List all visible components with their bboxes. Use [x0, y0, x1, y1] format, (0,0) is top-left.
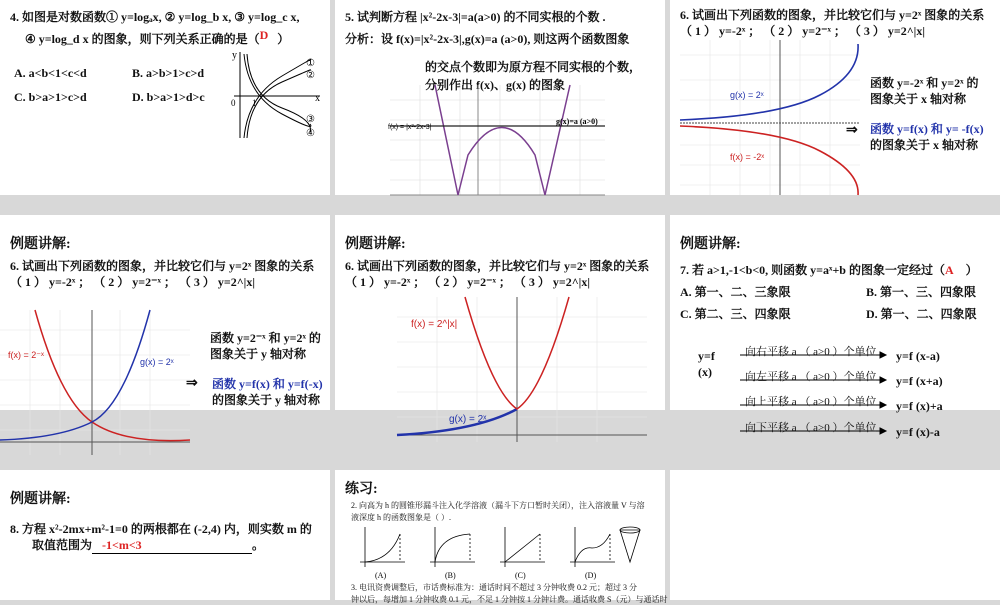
base-function: y=f — [698, 349, 715, 363]
slide-abs-exponent[interactable] — [335, 215, 665, 425]
question-6-line1: 6. 试画出下列函数的图象，并比较它们与 y=2ˣ 图象的关系 — [345, 259, 650, 273]
f-label: f(x) = |x²-2x-3| — [388, 124, 432, 131]
origin-label: 0 — [231, 98, 236, 108]
question-6-line2: （ 1 ） y=-2ˣ ； （ 2 ） y=2⁻ˣ ； （ 3 ） y=2^|x| — [345, 275, 590, 289]
slide-quadratic-roots[interactable] — [0, 470, 330, 600]
option-c: C. 第二、三、四象限 — [680, 307, 791, 321]
note-2: 图象关于 x 轴对称 — [870, 92, 967, 106]
analysis-line2: 的交点个数即为原方程不同实根的个数， — [425, 60, 642, 74]
f-label: f(x) = 2⁻ˣ — [8, 350, 44, 360]
question-8-line2: 取值范围为 -1<m<3 。 — [32, 538, 265, 552]
shift-up-result: y=f (x)+a — [896, 399, 943, 413]
option-d-label: (D) — [585, 571, 597, 580]
axis-y-label: y — [232, 50, 237, 61]
slide-log-functions[interactable] — [0, 0, 330, 195]
slide-practice[interactable] — [335, 470, 668, 604]
q2-line1: 2. 向高为 h 的圆锥形漏斗注入化学溶液（漏斗下方口暂时关闭），注入溶液量 V 与溶 — [351, 501, 645, 510]
option-d: D. 第一、二、四象限 — [866, 307, 977, 321]
abs-graph — [380, 80, 610, 195]
note-2: 图象关于 y 轴对称 — [210, 347, 307, 361]
slide-translation[interactable] — [670, 215, 1000, 439]
note-3: 函数 y=f(x) 和 y=f(-x) — [212, 377, 323, 391]
implies-arrow: ⇒ — [846, 123, 858, 138]
option-c-label: (C) — [515, 571, 526, 580]
note-3: 函数 y=f(x) 和 y= -f(x) — [870, 122, 984, 136]
f-label: f(x) = -2ˣ — [730, 152, 765, 162]
answer-blank: -1<m<3 — [92, 538, 252, 554]
slide-heading: 练习: — [345, 482, 378, 497]
option-b: B. a>b>1>c>d — [132, 66, 205, 80]
option-a: A. a<b<1<c<d — [14, 66, 87, 80]
option-c: C. b>a>1>c>d — [14, 90, 87, 104]
curve-label-1: ① — [306, 58, 315, 69]
q3-line2: 钟以后，每增加 1 分钟收费 0.1 元，不足 1 分钟按 1 分钟计费。通话收费 S（元）与通话时 — [351, 595, 668, 604]
slide-heading: 例题讲解: — [10, 492, 71, 507]
question-7: 7. 若 a>1,-1<b<0, 则函数 y=aˣ+b 的图象一定经过（A ） — [680, 263, 978, 277]
curve-label-4: ④ — [306, 128, 315, 139]
f-label: f(x) = 2^|x| — [411, 319, 458, 330]
g-label: g(x)=a (a>0) — [556, 117, 598, 126]
question-6-line2: （ 1 ） y=-2ˣ ； （ 2 ） y=2⁻ˣ ； （ 3 ） y=2^|x| — [10, 275, 255, 289]
option-b: B. 第一、三、四象限 — [866, 285, 977, 299]
g-label: g(x) = 2ˣ — [140, 357, 174, 367]
practice-graphs — [355, 522, 645, 582]
shift-left-text: 向左平移 a （ a>0 ）个单位 — [745, 371, 877, 383]
shift-right-result: y=f (x-a) — [896, 349, 940, 363]
question-8-line1: 8. 方程 x²-2mx+m²-1=0 的两根都在 (-2,4) 内，则实数 m 的 — [10, 522, 312, 536]
note-1: 函数 y=2⁻ˣ 和 y=2ˣ 的 — [210, 331, 321, 345]
log-graph — [222, 46, 327, 141]
slide-reflect-y[interactable] — [0, 215, 330, 410]
curve-label-2: ② — [306, 70, 315, 81]
slide-reflect-x[interactable] — [670, 0, 1000, 195]
slide-heading: 例题讲解: — [345, 237, 406, 252]
one-label: 1 — [252, 98, 257, 108]
question-6-line1: 6. 试画出下列函数的图象，并比较它们与 y=2ˣ 图象的关系 — [10, 259, 315, 273]
slide-abs-equation[interactable] — [335, 0, 665, 195]
note-1: 函数 y=-2ˣ 和 y=2ˣ 的 — [870, 76, 979, 90]
analysis-line3: 分别作出 f(x)、g(x) 的图象 — [425, 78, 565, 92]
question-4-line2: ④ y=log_d x 的图象，则下列关系正确的是（D ） — [25, 28, 290, 46]
shift-up-text: 向上平移 a （ a>0 ）个单位 — [745, 396, 877, 408]
note-4: 的图象关于 y 轴对称 — [212, 393, 321, 407]
slide-heading: 例题讲解: — [680, 237, 741, 252]
question-6-line2: （ 1 ） y=-2ˣ ； （ 2 ） y=2⁻ˣ ； （ 3 ） y=2^|x| — [680, 24, 925, 38]
answer-mark: A — [944, 263, 954, 277]
slide-blank[interactable] — [670, 470, 1000, 600]
q2-line2: 液深度 h 的函数图象是（ ）. — [351, 513, 451, 522]
q3-line1: 3. 电讯资费调整后，市话费标准为：通话时间不超过 3 分钟收费 0.2 元；超过 3 分 — [351, 583, 637, 592]
reflect-x-graph — [680, 40, 860, 195]
curve-label-3: ③ — [306, 114, 315, 125]
shift-down-text: 向下平移 a （ a>0 ）个单位 — [745, 422, 877, 434]
option-d: D. b>a>1>d>c — [132, 90, 205, 104]
answer-mark: D — [259, 28, 269, 42]
shift-left-result: y=f (x+a) — [896, 374, 943, 388]
shift-right-text: 向右平移 a （ a>0 ）个单位 — [745, 346, 877, 358]
abs-exp-graph — [397, 297, 647, 442]
option-a-label: (A) — [375, 571, 387, 580]
implies-arrow: ⇒ — [186, 376, 198, 391]
question-4-line1: 4. 如图是对数函数① y=logₐx, ② y=log_b x, ③ y=log_c x, — [10, 10, 300, 24]
question-6-line1: 6. 试画出下列函数的图象，并比较它们与 y=2ˣ 图象的关系 — [680, 8, 985, 22]
option-a: A. 第一、二、三象限 — [680, 285, 791, 299]
g-label: g(x) = 2ˣ — [730, 90, 764, 100]
shift-down-result: y=f (x)-a — [896, 425, 940, 439]
g-label: g(x) = 2ˣ — [449, 414, 487, 425]
question-5-line1: 5. 试判断方程 |x²-2x-3|=a(a>0) 的不同实根的个数 . — [345, 10, 606, 24]
option-b-label: (B) — [445, 571, 456, 580]
reflect-y-graph — [0, 310, 190, 455]
axis-x-label: x — [315, 93, 320, 104]
analysis-line1: 分析：设 f(x)=|x²-2x-3|,g(x)=a (a>0), 则这两个函数图象 — [345, 32, 630, 46]
base-function-arg: (x) — [698, 365, 712, 379]
note-4: 的图象关于 x 轴对称 — [870, 138, 979, 152]
slide-heading: 例题讲解: — [10, 237, 71, 252]
